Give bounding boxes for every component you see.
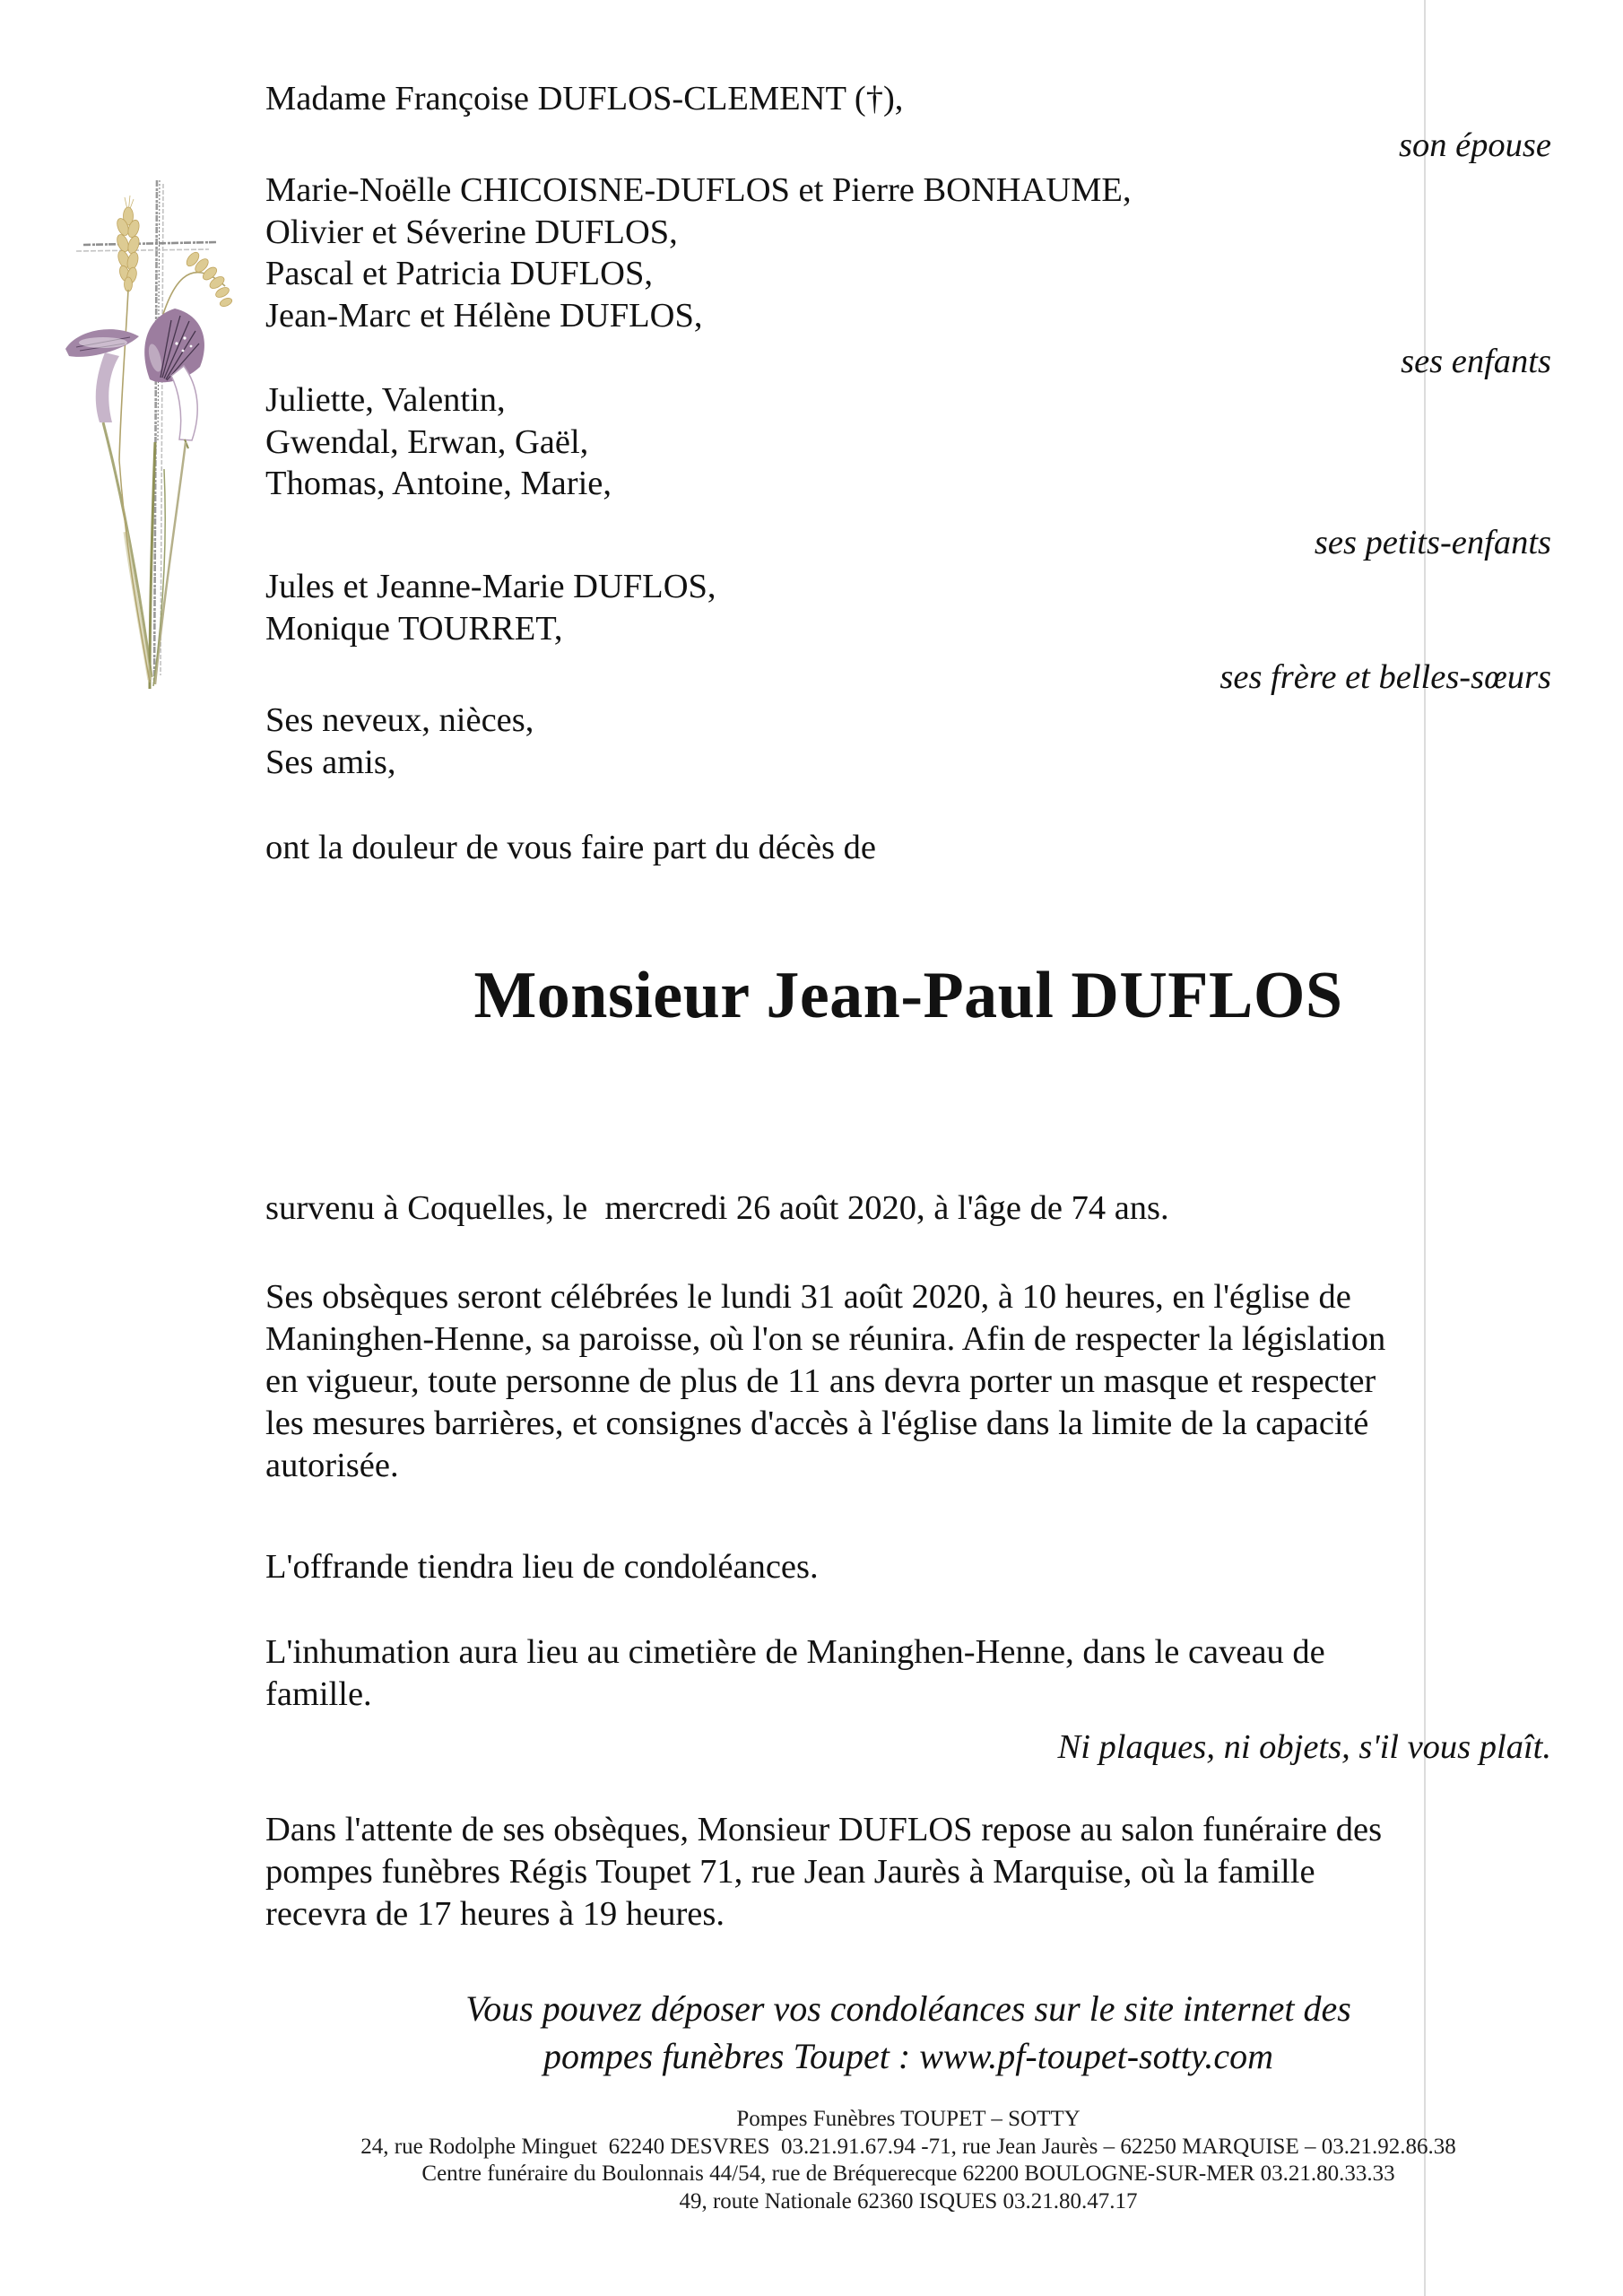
deceased-name: Monsieur Jean-Paul DUFLOS [473, 959, 1343, 1032]
intro-line: ont la douleur de vous faire part du décès de [265, 829, 876, 866]
stems [103, 422, 186, 689]
funeral-home-footer [265, 2106, 1551, 2215]
family-line: Olivier et Séverine DUFLOS, [265, 213, 678, 251]
condolences-line: Vous pouvez déposer vos condoléances sur le site internet des [465, 1988, 1351, 2029]
family-line: Jules et Jeanne-Marie DUFLOS, [265, 568, 716, 605]
death-line: survenu à Coquelles, le mercredi 26 août 2020, à l'âge de 74 ans. [265, 1189, 1169, 1227]
footer-line: 24, rue Rodolphe Minguet 62240 DESVRES 03.21.91.67.94 -71, rue Jean Jaurès – 62250 MARQUISE – 03.21.92.86.38 [360, 2134, 1456, 2159]
body-line: L'inhumation aura lieu au cimetière de Maninghen-Henne, dans le caveau de [265, 1633, 1325, 1671]
wheat-ear-right [185, 250, 233, 309]
relation-label-spouse: son épouse [1398, 126, 1551, 164]
body-line: en vigueur, toute personne de plus de 11 ans devra porter un masque et respecter [265, 1362, 1376, 1400]
burial-paragraph [265, 1631, 1551, 1716]
body-line: Dans l'attente de ses obsèques, Monsieur DUFLOS repose au salon funéraire des [265, 1811, 1383, 1848]
relation-label-grandchildren: ses petits-enfants [1314, 524, 1551, 561]
footer-line: 49, route Nationale 62360 ISQUES 03.21.80.47.17 [679, 2188, 1138, 2213]
body-line: autorisée. [265, 1447, 399, 1484]
body-line: pompes funèbres Régis Toupet 71, rue Jean Jaurès à Marquise, où la famille [265, 1853, 1315, 1891]
calla-lily-left [65, 329, 139, 422]
family-line: Madame Françoise DUFLOS-CLEMENT (†), [265, 80, 904, 117]
calla-lily-white [171, 366, 197, 440]
footer-line: Pompes Funèbres TOUPET – SOTTY [736, 2107, 1081, 2131]
body-line: famille. [265, 1675, 372, 1713]
offering-line: L'offrande tiendra lieu de condoléances. [265, 1548, 819, 1586]
family-group-others [265, 700, 1551, 783]
body-line: recevra de 17 heures à 19 heures. [265, 1895, 725, 1933]
ceremony-paragraph [265, 1276, 1551, 1487]
calla-lily-center [144, 309, 204, 382]
family-line: Pascal et Patricia DUFLOS, [265, 255, 653, 292]
family-line: Thomas, Antoine, Marie, [265, 465, 612, 502]
family-group-siblings [265, 566, 1551, 649]
condolences-line: pompes funèbres Toupet : www.pf-toupet-sotty.com [542, 2036, 1274, 2076]
wheat-ear-left [115, 196, 141, 291]
request-line: Ni plaques, ni objets, s'il vous plaît. [1057, 1728, 1551, 1766]
family-group-children [265, 170, 1551, 336]
repose-paragraph [265, 1809, 1551, 1935]
condolences-note [265, 1985, 1551, 2080]
body-line: Ses obsèques seront célébrées le lundi 31 août 2020, à 10 heures, en l'église de [265, 1278, 1351, 1316]
body-line: les mesures barrières, et consignes d'accès à l'église dans la limite de la capacité [265, 1405, 1369, 1442]
family-line: Jean-Marc et Hélène DUFLOS, [265, 296, 703, 335]
footer-line: Centre funéraire du Boulonnais 44/54, rue de Bréquerecque 62200 BOULOGNE-SUR-MER 03.21.80.33.33 [421, 2161, 1395, 2186]
family-group-grandchildren [265, 379, 1551, 505]
family-line: Juliette, Valentin, [265, 381, 506, 419]
family-line: Marie-Noëlle CHICOISNE-DUFLOS et Pierre BONHAUME, [265, 171, 1132, 209]
family-line: Ses amis, [265, 743, 396, 781]
relation-label-children: ses enfants [1401, 343, 1551, 380]
relation-label-siblings: ses frère et belles-sœurs [1219, 658, 1551, 696]
cross-and-lilies-illustration [49, 173, 238, 711]
family-line: Gwendal, Erwan, Gaël, [265, 422, 589, 461]
family-line: Ses neveux, nièces, [265, 701, 534, 739]
family-line: Monique TOURRET, [265, 609, 563, 648]
body-line: Maninghen-Henne, sa paroisse, où l'on se réunira. Afin de respecter la législation [265, 1320, 1386, 1358]
